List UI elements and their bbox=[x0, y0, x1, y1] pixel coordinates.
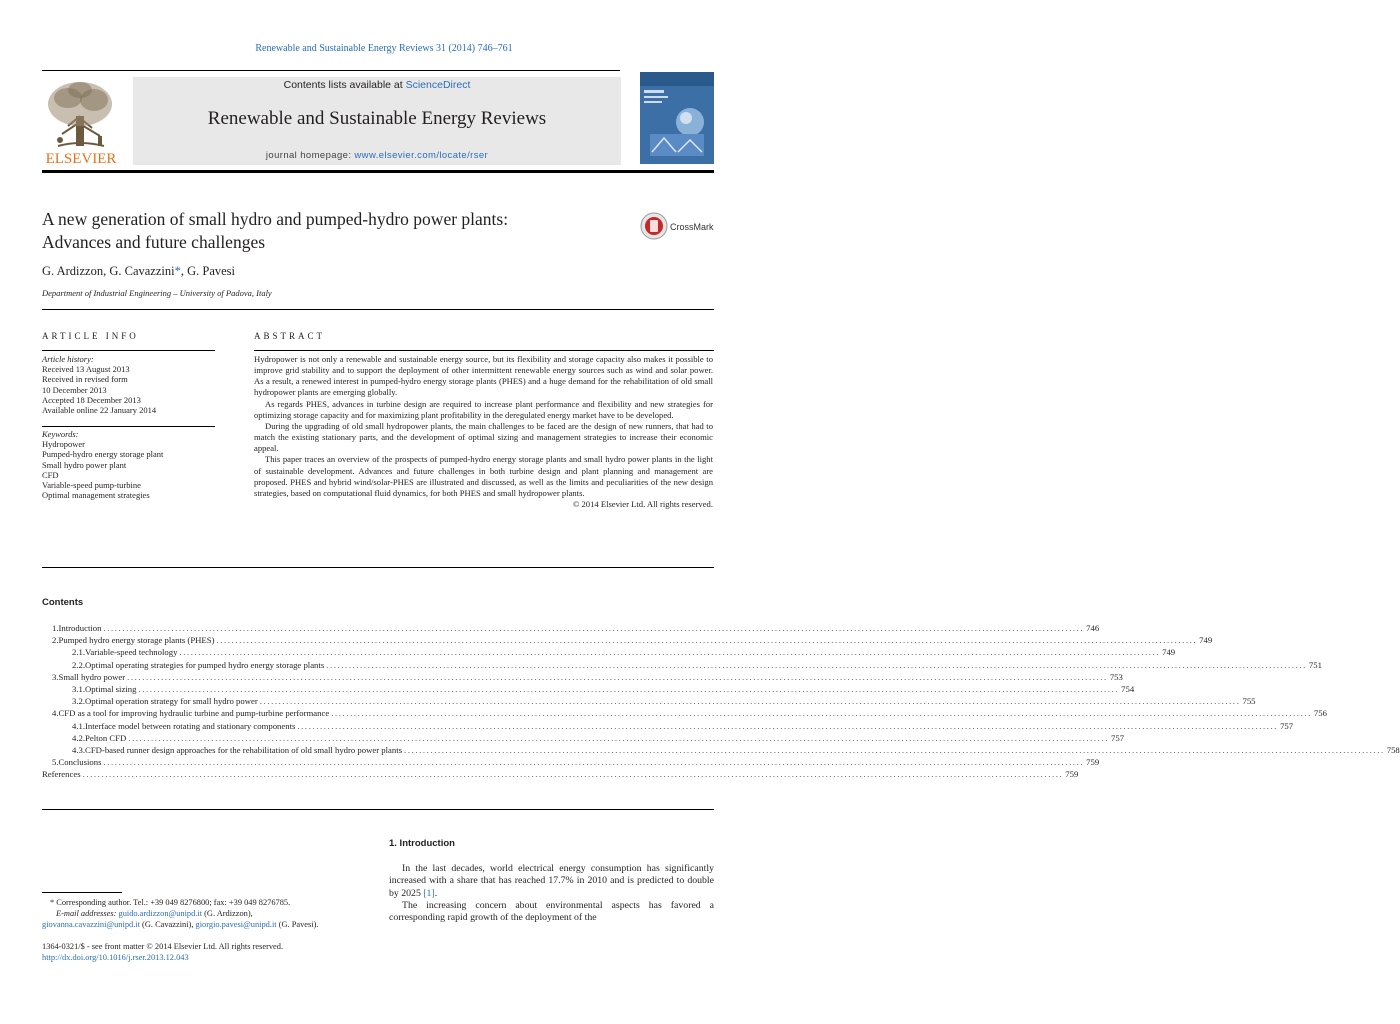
toc-entry[interactable] bbox=[52, 720, 1294, 732]
article-info-heading: ARTICLE INFO bbox=[42, 331, 139, 341]
toc-entry[interactable] bbox=[52, 756, 1100, 768]
email-line: giovanna.cavazzini@unipd.it (G. Cavazzini), giorgio.pavesi@unipd.it (G. Pavesi). bbox=[42, 920, 319, 930]
header-thick-rule bbox=[42, 170, 714, 173]
doi-link[interactable]: http://dx.doi.org/10.1016/j.rser.2013.12.043 bbox=[42, 953, 189, 963]
toc-title: Optimal sizing bbox=[85, 683, 137, 694]
toc-title: Pelton CFD bbox=[85, 732, 127, 743]
keyword: CFD bbox=[42, 469, 59, 480]
abstract-heading: ABSTRACT bbox=[254, 331, 326, 341]
toc-page-number: 754 bbox=[1121, 683, 1135, 694]
email-link[interactable]: giovanna.cavazzini@unipd.it bbox=[42, 920, 140, 930]
abstract-paragraph: Hydropower is not only a renewable and sustainable energy source, but its flexibility and storage capacity also makes it possible to improve grid stability and to support the deployment of other intermittent renewable energy sources such as wind and solar power. As a result, a renewed interest in pumped-hydro energy storage plants (PHES) and a huge demand for the rehabilitation of old small hydropower plants are emerging globally. bbox=[254, 354, 713, 398]
keyword: Optimal management strategies bbox=[42, 490, 150, 501]
journal-cover bbox=[640, 72, 714, 164]
history-label: Article history: bbox=[42, 354, 94, 364]
toc-title: References bbox=[42, 769, 81, 780]
toc-page-number: 751 bbox=[1308, 659, 1322, 670]
toc-leader: .................................................................................................................................................................................................................................................................... bbox=[128, 732, 1109, 743]
toc-number: 3. bbox=[52, 671, 59, 682]
abstract-paragraph: As regards PHES, advances in turbine design are required to increase plant performance and flexibility and new strategies for optimizing storage capacity and for maximizing plant profitability in the deregulated energy market have to be developed. bbox=[254, 398, 713, 420]
toc-title: Introduction bbox=[58, 623, 102, 633]
keyword: Hydropower bbox=[42, 439, 85, 450]
toc-title: Optimal operation strategy for small hydro power bbox=[85, 696, 258, 707]
sciencedirect-link[interactable]: ScienceDirect bbox=[405, 79, 471, 91]
article-title: A new generation of small hydro and pumped-hydro power plants: Advances and future challenges bbox=[42, 209, 509, 252]
journal-homepage: journal homepage: www.elsevier.com/locate/rser bbox=[265, 150, 489, 161]
header-rule bbox=[42, 70, 620, 71]
toc-entry[interactable] bbox=[42, 768, 1079, 780]
intro-paragraph: In the last decades, world electrical energy consumption has significantly increased with a share that has reached 17.7% in 2010 and is predicted to double by 2025 [1]. bbox=[389, 863, 714, 899]
journal-title: Renewable and Sustainable Energy Reviews bbox=[207, 108, 547, 129]
toc-entry[interactable] bbox=[52, 659, 1322, 671]
section-rule bbox=[42, 809, 714, 810]
toc-entry[interactable] bbox=[52, 744, 1400, 756]
toc-page-number: 753 bbox=[1109, 671, 1123, 682]
history-item: 10 December 2013 bbox=[42, 384, 107, 395]
keyword: Pumped-hydro energy storage plant bbox=[42, 449, 164, 460]
email-link[interactable]: guido.ardizzon@unipd.it bbox=[118, 909, 203, 919]
keywords bbox=[42, 429, 217, 500]
issn-line: 1364-0321/$ - see front matter © 2014 Elsevier Ltd. All rights reserved. bbox=[42, 942, 284, 951]
email-link[interactable]: giorgio.pavesi@unipd.it bbox=[195, 920, 277, 930]
introduction-heading: 1. Introduction bbox=[389, 838, 455, 849]
toc-leader: .................................................................................................................................................................................................................................................................... bbox=[127, 671, 1108, 682]
toc-entry[interactable] bbox=[52, 671, 1123, 683]
toc-entry[interactable] bbox=[52, 646, 1176, 658]
toc-entry[interactable] bbox=[52, 683, 1135, 695]
crossmark-label: CrossMark bbox=[670, 222, 714, 232]
toc-entry[interactable] bbox=[52, 707, 1327, 719]
toc-page-number: 756 bbox=[1313, 708, 1327, 719]
abstract-paragraph: During the upgrading of old small hydropower plants, the main challenges to be faced are the design of new runners, that had to match the existing stationary parts, and the development of optimal sizing and management strategies to increase their economic appeal. bbox=[254, 420, 713, 454]
keywords-rule bbox=[42, 426, 215, 427]
toc-entry[interactable] bbox=[52, 732, 1125, 744]
footnote bbox=[42, 897, 372, 931]
toc-number: 3.1. bbox=[72, 683, 86, 694]
elsevier-logo bbox=[40, 78, 122, 166]
toc-leader: .................................................................................................................................................................................................................................................................... bbox=[297, 720, 1279, 731]
article-info-rule bbox=[42, 350, 215, 351]
toc-number: 1. bbox=[52, 623, 59, 633]
corresponding-author-marker[interactable]: * bbox=[174, 264, 181, 278]
toc-number: 4.3. bbox=[72, 744, 86, 755]
toc-leader: .................................................................................................................................................................................................................................................................... bbox=[331, 708, 1312, 719]
toc-title: Small hydro power bbox=[58, 671, 126, 682]
abstract-rule bbox=[254, 350, 714, 351]
authors: G. Ardizzon, G. Cavazzini*, G. Pavesi bbox=[42, 264, 236, 278]
toc-title: CFD-based runner design approaches for the rehabilitation of old small hydro power plants bbox=[85, 744, 403, 755]
toc-page-number: 755 bbox=[1242, 696, 1256, 707]
keyword: Small hydro power plant bbox=[42, 459, 127, 470]
journal-citation[interactable]: Renewable and Sustainable Energy Reviews 31 (2014) 746–761 bbox=[255, 43, 513, 54]
corresponding-author-note: * Corresponding author. Tel.: +39 049 8276800; fax: +39 049 8276785. bbox=[50, 898, 291, 907]
toc-page-number: 757 bbox=[1280, 720, 1294, 731]
toc-title: Interface model between rotating and stationary components bbox=[85, 720, 296, 731]
history-item: Available online 22 January 2014 bbox=[42, 405, 157, 416]
toc-leader: .................................................................................................................................................................................................................................................................... bbox=[103, 623, 1085, 633]
toc-leader: .................................................................................................................................................................................................................................................................... bbox=[179, 647, 1161, 658]
email-line: E-mail addresses: guido.ardizzon@unipd.it (G. Ardizzon), bbox=[56, 909, 253, 919]
table-of-contents bbox=[42, 622, 1400, 780]
toc-number: 3.2. bbox=[72, 696, 86, 707]
toc-number: 2. bbox=[52, 635, 59, 646]
toc-leader: .................................................................................................................................................................................................................................................................... bbox=[138, 683, 1120, 694]
toc-entry[interactable] bbox=[52, 634, 1213, 646]
copyright: © 2014 Elsevier Ltd. All rights reserved. bbox=[572, 499, 713, 510]
toc-leader: .................................................................................................................................................................................................................................................................... bbox=[103, 757, 1085, 768]
crossmark-button[interactable] bbox=[641, 211, 721, 241]
issn-doi bbox=[42, 941, 372, 963]
intro-paragraph: The increasing concern about environmental aspects has favored a corresponding rapid growth of the deployment of the bbox=[389, 899, 714, 924]
reference-link[interactable]: [1] bbox=[423, 887, 435, 899]
section-rule bbox=[42, 567, 714, 568]
toc-page-number: 749 bbox=[1199, 635, 1213, 646]
toc-page-number: 759 bbox=[1065, 769, 1079, 780]
section-rule bbox=[42, 309, 714, 310]
toc-number: 4. bbox=[52, 708, 59, 719]
toc-page-number: 758 bbox=[1386, 744, 1400, 755]
toc-title: Conclusions bbox=[58, 757, 102, 768]
toc-number: 2.1. bbox=[72, 647, 86, 658]
toc-page-number: 746 bbox=[1086, 623, 1100, 633]
contents-available: Contents lists available at ScienceDirect bbox=[283, 79, 471, 91]
toc-title: CFD as a tool for improving hydraulic turbine and pump-turbine performance bbox=[58, 708, 330, 719]
toc-leader: .................................................................................................................................................................................................................................................................... bbox=[216, 635, 1198, 646]
article-history bbox=[42, 354, 217, 415]
toc-page-number: 749 bbox=[1162, 647, 1176, 658]
keyword: Variable-speed pump-turbine bbox=[42, 480, 141, 491]
toc-entry[interactable] bbox=[52, 622, 1100, 634]
abstract-body bbox=[254, 354, 713, 510]
toc-title: Pumped hydro energy storage plants (PHES) bbox=[58, 635, 215, 646]
history-item: Received in revised form bbox=[42, 374, 128, 385]
history-item: Accepted 18 December 2013 bbox=[42, 394, 141, 405]
toc-number: 4.2. bbox=[72, 732, 86, 743]
elsevier-wordmark: ELSEVIER bbox=[45, 151, 117, 167]
toc-number: 4.1. bbox=[72, 720, 86, 731]
abstract-paragraph: This paper traces an overview of the prospects of pumped-hydro energy storage plants and small hydro power plants in the light of sustainable development. Advances and future challenges in both turbine design and plant planning and management are proposed. PHES and hybrid wind/solar-PHES are illustrated and discussed, as well as the limits and peculiarities of the new design strategies, based on computational fluid dynamics, for both PHES and small hydropower plants. bbox=[254, 454, 713, 498]
footnote-rule bbox=[42, 892, 122, 893]
toc-entry[interactable] bbox=[52, 695, 1256, 707]
introduction-body bbox=[389, 863, 714, 924]
toc-title: Optimal operating strategies for pumped hydro energy storage plants bbox=[85, 659, 325, 670]
keywords-label: Keywords: bbox=[42, 429, 79, 439]
toc-number: 5. bbox=[52, 757, 59, 768]
homepage-link[interactable]: www.elsevier.com/locate/rser bbox=[354, 150, 489, 161]
toc-number: 2.2. bbox=[72, 659, 86, 670]
toc-leader: .................................................................................................................................................................................................................................................................... bbox=[259, 696, 1241, 707]
toc-leader: .................................................................................................................................................................................................................................................................... bbox=[326, 659, 1307, 670]
contents-title: Contents bbox=[42, 597, 84, 608]
history-item: Received 13 August 2013 bbox=[42, 364, 130, 375]
toc-page-number: 757 bbox=[1111, 732, 1125, 743]
toc-title: Variable-speed technology bbox=[85, 647, 178, 658]
toc-leader: .................................................................................................................................................................................................................................................................... bbox=[82, 769, 1064, 780]
affiliation: Department of Industrial Engineering – University of Padova, Italy bbox=[42, 288, 272, 298]
toc-page-number: 759 bbox=[1086, 757, 1100, 768]
toc-leader: .................................................................................................................................................................................................................................................................... bbox=[404, 744, 1385, 755]
